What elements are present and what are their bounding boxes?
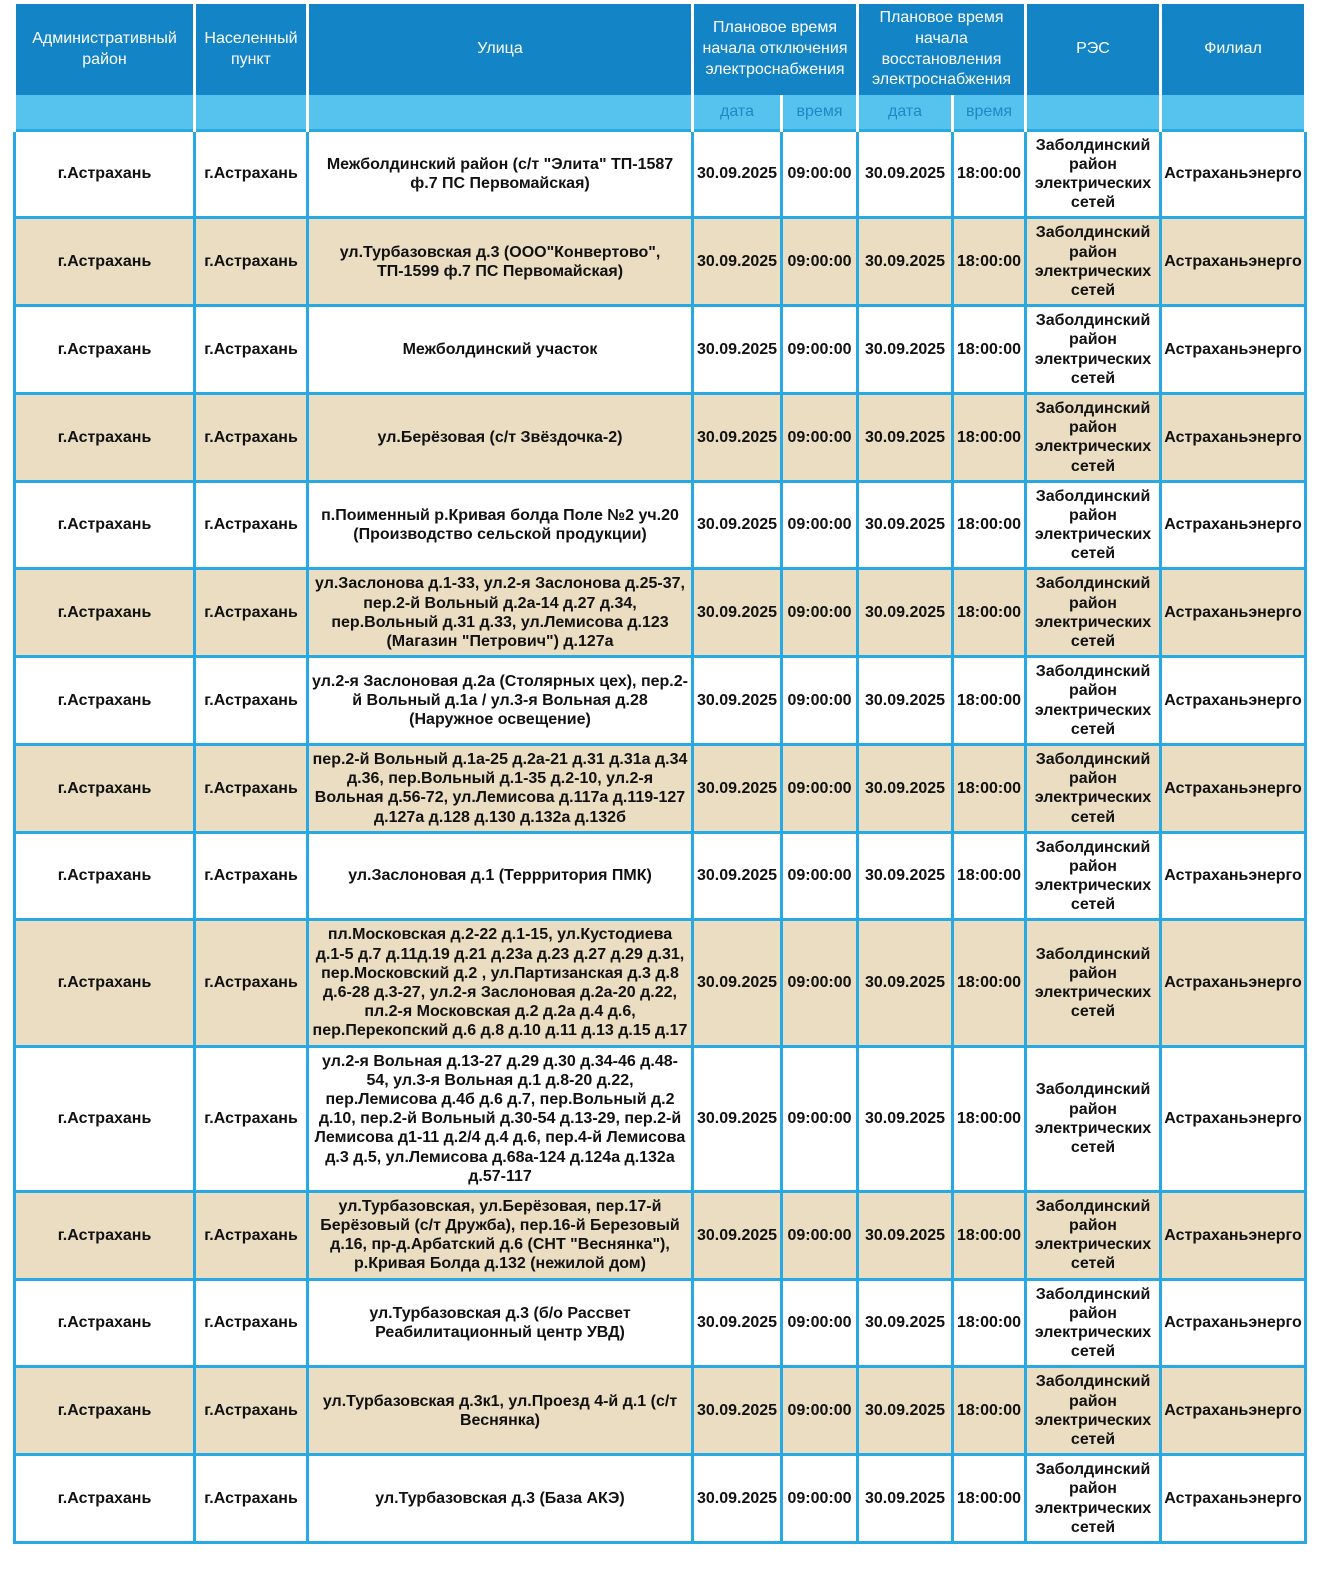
restore-time-cell: 18:00:00 [953, 1367, 1026, 1455]
outage-date-cell: 30.09.2025 [693, 393, 782, 481]
subheader-empty-settlement [195, 95, 308, 130]
branch-cell: Астраханьэнерго [1161, 1455, 1306, 1543]
res-cell: Заболдинский район электрических сетей [1026, 306, 1161, 394]
table-row [15, 1046, 1306, 1191]
district-cell: г.Астрахань [15, 832, 195, 920]
outage-time-cell: 09:00:00 [782, 218, 858, 306]
outage-time-cell: 09:00:00 [782, 832, 858, 920]
branch-cell: Астраханьэнерго [1161, 393, 1306, 481]
subheader-restore-date: дата [858, 95, 953, 130]
subheader-outage-date: дата [693, 95, 782, 130]
settlement-cell: г.Астрахань [195, 832, 308, 920]
subheader-restore-time: время [953, 95, 1026, 130]
res-cell: Заболдинский район электрических сетей [1026, 481, 1161, 569]
street-cell: ул.Берёзовая (с/т Звёздочка-2) [308, 393, 693, 481]
settlement-cell: г.Астрахань [195, 130, 308, 218]
street-cell: Межболдинский район (с/т "Элита" ТП-1587 ф.7 ПС Первомайская) [308, 130, 693, 218]
street-cell: пл.Московская д.2-22 д.1-15, ул.Кустодиева д.1-5 д.7 д.11д.19 д.21 д.23а д.23 д.27 д.29 д.31, пер.Московский д.2 , ул.Партизанская д.3 д.8 д.6-28 д.3-27, ул.2-я Заслоновая д.2а-20 д.22, пл.2-я Московская д.2 д.2а д.4 д.6, пер.Перекопский д.6 д.8 д.10 д.11 д.13 д.15 д.17 [308, 920, 693, 1046]
restore-time-cell: 18:00:00 [953, 920, 1026, 1046]
branch-cell: Астраханьэнерго [1161, 1279, 1306, 1367]
outage-date-cell: 30.09.2025 [693, 1455, 782, 1543]
district-cell: г.Астрахань [15, 1046, 195, 1191]
outage-table [13, 4, 1307, 1544]
subheader-empty-district [15, 95, 195, 130]
restore-date-cell: 30.09.2025 [858, 130, 953, 218]
restore-time-cell: 18:00:00 [953, 130, 1026, 218]
settlement-cell: г.Астрахань [195, 1367, 308, 1455]
street-cell: ул.Турбазовская д.3 (База АКЭ) [308, 1455, 693, 1543]
settlement-cell: г.Астрахань [195, 1191, 308, 1279]
outage-date-cell: 30.09.2025 [693, 1191, 782, 1279]
outage-time-cell: 09:00:00 [782, 1455, 858, 1543]
table-header [15, 4, 1306, 130]
table-row [15, 218, 1306, 306]
branch-cell: Астраханьэнерго [1161, 744, 1306, 832]
branch-cell: Астраханьэнерго [1161, 1367, 1306, 1455]
district-cell: г.Астрахань [15, 1191, 195, 1279]
district-cell: г.Астрахань [15, 569, 195, 657]
restore-date-cell: 30.09.2025 [858, 1279, 953, 1367]
outage-date-cell: 30.09.2025 [693, 306, 782, 394]
restore-date-cell: 30.09.2025 [858, 744, 953, 832]
table-row [15, 393, 1306, 481]
restore-time-cell: 18:00:00 [953, 1046, 1026, 1191]
settlement-cell: г.Астрахань [195, 1279, 308, 1367]
restore-date-cell: 30.09.2025 [858, 920, 953, 1046]
outage-time-cell: 09:00:00 [782, 744, 858, 832]
outage-date-cell: 30.09.2025 [693, 832, 782, 920]
outage-time-cell: 09:00:00 [782, 920, 858, 1046]
street-cell: пер.2-й Вольный д.1а-25 д.2а-21 д.31 д.31а д.34 д.36, пер.Вольный д.1-35 д.2-10, ул.2-я Вольная д.56-72, ул.Лемисова д.117а д.119-127 д.127а д.128 д.130 д.132а д.132б [308, 744, 693, 832]
branch-cell: Астраханьэнерго [1161, 1046, 1306, 1191]
branch-cell: Астраханьэнерго [1161, 569, 1306, 657]
restore-time-cell: 18:00:00 [953, 744, 1026, 832]
restore-date-cell: 30.09.2025 [858, 1046, 953, 1191]
settlement-cell: г.Астрахань [195, 218, 308, 306]
res-cell: Заболдинский район электрических сетей [1026, 744, 1161, 832]
settlement-cell: г.Астрахань [195, 306, 308, 394]
outage-date-cell: 30.09.2025 [693, 1367, 782, 1455]
header-row [15, 4, 1306, 95]
restore-time-cell: 18:00:00 [953, 393, 1026, 481]
district-cell: г.Астрахань [15, 393, 195, 481]
restore-date-cell: 30.09.2025 [858, 218, 953, 306]
table-row [15, 1191, 1306, 1279]
branch-cell: Астраханьэнерго [1161, 218, 1306, 306]
outage-time-cell: 09:00:00 [782, 481, 858, 569]
settlement-cell: г.Астрахань [195, 657, 308, 745]
branch-cell: Астраханьэнерго [1161, 481, 1306, 569]
subheader-empty-branch [1161, 95, 1306, 130]
street-cell: ул.Турбазовская, ул.Берёзовая, пер.17-й Берёзовый (с/т Дружба), пер.16-й Березовый д.16, пр-д.Арбатский д.6 (СНТ "Веснянка"), р.Кривая Болда д.132 (нежилой дом) [308, 1191, 693, 1279]
outage-time-cell: 09:00:00 [782, 306, 858, 394]
col-header-restore-start: Плановое время начала восстановления электроснабжения [858, 4, 1026, 95]
outage-date-cell: 30.09.2025 [693, 218, 782, 306]
outage-date-cell: 30.09.2025 [693, 481, 782, 569]
district-cell: г.Астрахань [15, 1279, 195, 1367]
district-cell: г.Астрахань [15, 218, 195, 306]
col-header-district: Административный район [15, 4, 195, 95]
col-header-settlement: Населенный пункт [195, 4, 308, 95]
outage-time-cell: 09:00:00 [782, 393, 858, 481]
restore-time-cell: 18:00:00 [953, 481, 1026, 569]
restore-time-cell: 18:00:00 [953, 569, 1026, 657]
outage-time-cell: 09:00:00 [782, 569, 858, 657]
district-cell: г.Астрахань [15, 920, 195, 1046]
res-cell: Заболдинский район электрических сетей [1026, 1455, 1161, 1543]
res-cell: Заболдинский район электрических сетей [1026, 1279, 1161, 1367]
restore-date-cell: 30.09.2025 [858, 569, 953, 657]
branch-cell: Астраханьэнерго [1161, 920, 1306, 1046]
district-cell: г.Астрахань [15, 306, 195, 394]
outage-time-cell: 09:00:00 [782, 1279, 858, 1367]
street-cell: ул.Турбазовская д.3 (ООО"Конвертово", ТП-1599 ф.7 ПС Первомайская) [308, 218, 693, 306]
res-cell: Заболдинский район электрических сетей [1026, 1046, 1161, 1191]
branch-cell: Астраханьэнерго [1161, 832, 1306, 920]
col-header-street: Улица [308, 4, 693, 95]
street-cell: ул.Турбазовская д.3 (б/о Рассвет Реабилитационный центр УВД) [308, 1279, 693, 1367]
table-row [15, 832, 1306, 920]
restore-time-cell: 18:00:00 [953, 1191, 1026, 1279]
table-row [15, 481, 1306, 569]
res-cell: Заболдинский район электрических сетей [1026, 130, 1161, 218]
col-header-branch: Филиал [1161, 4, 1306, 95]
outage-date-cell: 30.09.2025 [693, 1046, 782, 1191]
restore-date-cell: 30.09.2025 [858, 1191, 953, 1279]
subheader-empty-street [308, 95, 693, 130]
street-cell: ул.2-я Заслоновая д.2а (Столярных цех), пер.2-й Вольный д.1а / ул.3-я Вольная д.28 (Наружное освещение) [308, 657, 693, 745]
res-cell: Заболдинский район электрических сетей [1026, 1191, 1161, 1279]
street-cell: ул.2-я Вольная д.13-27 д.29 д.30 д.34-46 д.48-54, ул.3-я Вольная д.1 д.8-20 д.22, пер.Лемисова д.4б д.6 д.7, пер.Вольный д.2 д.10, пер.2-й Вольный д.30-54 д.13-29, пер.2-й Лемисова д1-11 д.2/4 д.4 д.6, пер.4-й Лемисова д.3 д.5, ул.Лемисова д.68а-124 д.124а д.132а д.57-117 [308, 1046, 693, 1191]
settlement-cell: г.Астрахань [195, 920, 308, 1046]
district-cell: г.Астрахань [15, 1455, 195, 1543]
table-row [15, 1367, 1306, 1455]
restore-date-cell: 30.09.2025 [858, 832, 953, 920]
restore-date-cell: 30.09.2025 [858, 481, 953, 569]
res-cell: Заболдинский район электрических сетей [1026, 393, 1161, 481]
settlement-cell: г.Астрахань [195, 744, 308, 832]
res-cell: Заболдинский район электрических сетей [1026, 657, 1161, 745]
outage-date-cell: 30.09.2025 [693, 130, 782, 218]
restore-time-cell: 18:00:00 [953, 1279, 1026, 1367]
table-row [15, 130, 1306, 218]
outage-table-body [15, 130, 1306, 1542]
restore-date-cell: 30.09.2025 [858, 393, 953, 481]
subheader-outage-time: время [782, 95, 858, 130]
branch-cell: Астраханьэнерго [1161, 1191, 1306, 1279]
district-cell: г.Астрахань [15, 481, 195, 569]
restore-time-cell: 18:00:00 [953, 832, 1026, 920]
outage-date-cell: 30.09.2025 [693, 744, 782, 832]
col-header-res: РЭС [1026, 4, 1161, 95]
outage-time-cell: 09:00:00 [782, 657, 858, 745]
restore-date-cell: 30.09.2025 [858, 657, 953, 745]
restore-date-cell: 30.09.2025 [858, 1367, 953, 1455]
outage-time-cell: 09:00:00 [782, 130, 858, 218]
col-header-outage-start: Плановое время начала отключения электроснабжения [693, 4, 858, 95]
street-cell: ул.Заслоновая д.1 (Террритория ПМК) [308, 832, 693, 920]
res-cell: Заболдинский район электрических сетей [1026, 218, 1161, 306]
district-cell: г.Астрахань [15, 744, 195, 832]
district-cell: г.Астрахань [15, 657, 195, 745]
settlement-cell: г.Астрахань [195, 1046, 308, 1191]
table-row [15, 920, 1306, 1046]
outage-date-cell: 30.09.2025 [693, 657, 782, 745]
settlement-cell: г.Астрахань [195, 393, 308, 481]
street-cell: Межболдинский участок [308, 306, 693, 394]
table-row [15, 744, 1306, 832]
res-cell: Заболдинский район электрических сетей [1026, 569, 1161, 657]
branch-cell: Астраханьэнерго [1161, 130, 1306, 218]
outage-time-cell: 09:00:00 [782, 1046, 858, 1191]
restore-date-cell: 30.09.2025 [858, 306, 953, 394]
table-row [15, 657, 1306, 745]
street-cell: ул.Заслонова д.1-33, ул.2-я Заслонова д.25-37, пер.2-й Вольный д.2а-14 д.27 д.34, пер.Вольный д.31 д.33, ул.Лемисова д.123 (Магазин "Петрович") д.127а [308, 569, 693, 657]
outage-time-cell: 09:00:00 [782, 1367, 858, 1455]
street-cell: ул.Турбазовская д.3к1, ул.Проезд 4-й д.1 (с/т Веснянка) [308, 1367, 693, 1455]
res-cell: Заболдинский район электрических сетей [1026, 920, 1161, 1046]
table-row [15, 1455, 1306, 1543]
restore-time-cell: 18:00:00 [953, 218, 1026, 306]
settlement-cell: г.Астрахань [195, 481, 308, 569]
outage-date-cell: 30.09.2025 [693, 1279, 782, 1367]
res-cell: Заболдинский район электрических сетей [1026, 1367, 1161, 1455]
outage-date-cell: 30.09.2025 [693, 569, 782, 657]
branch-cell: Астраханьэнерго [1161, 657, 1306, 745]
district-cell: г.Астрахань [15, 130, 195, 218]
branch-cell: Астраханьэнерго [1161, 306, 1306, 394]
outage-date-cell: 30.09.2025 [693, 920, 782, 1046]
table-row [15, 306, 1306, 394]
settlement-cell: г.Астрахань [195, 1455, 308, 1543]
subheader-row [15, 95, 1306, 130]
table-row [15, 1279, 1306, 1367]
restore-time-cell: 18:00:00 [953, 1455, 1026, 1543]
restore-time-cell: 18:00:00 [953, 657, 1026, 745]
outage-time-cell: 09:00:00 [782, 1191, 858, 1279]
res-cell: Заболдинский район электрических сетей [1026, 832, 1161, 920]
district-cell: г.Астрахань [15, 1367, 195, 1455]
table-row [15, 569, 1306, 657]
restore-date-cell: 30.09.2025 [858, 1455, 953, 1543]
street-cell: п.Поименный р.Кривая болда Поле №2 уч.20 (Производство сельской продукции) [308, 481, 693, 569]
restore-time-cell: 18:00:00 [953, 306, 1026, 394]
subheader-empty-res [1026, 95, 1161, 130]
settlement-cell: г.Астрахань [195, 569, 308, 657]
